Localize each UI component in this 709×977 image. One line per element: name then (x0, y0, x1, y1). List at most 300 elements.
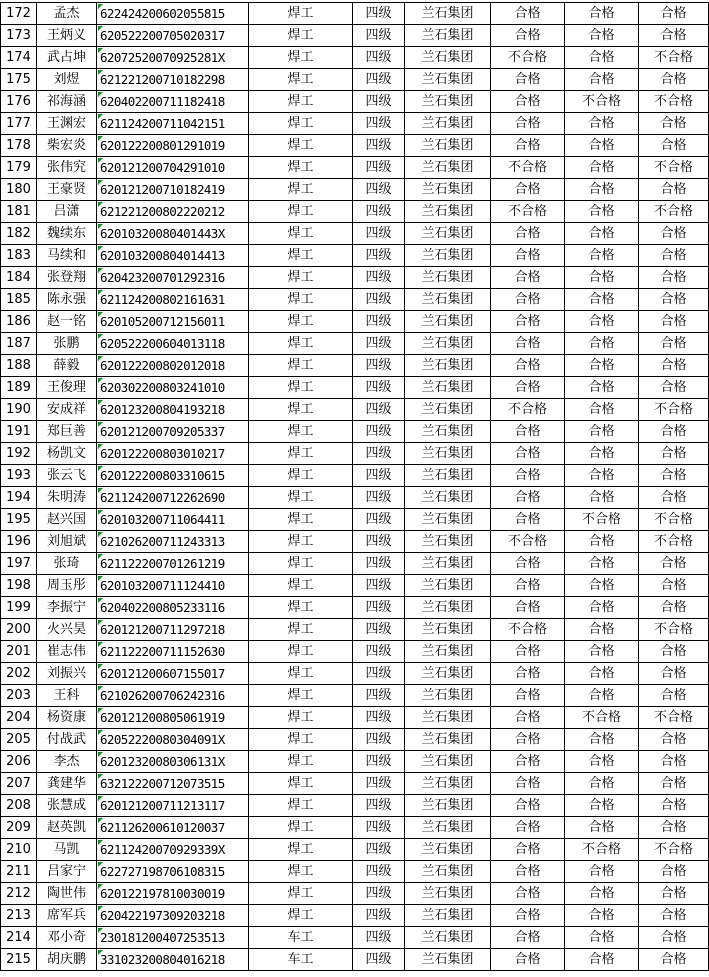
id-number-cell: 620522200705020317 (97, 25, 249, 47)
table-row (1, 531, 709, 553)
theory-result-cell: 合格 (491, 355, 565, 377)
level-cell: 四级 (353, 641, 405, 663)
id-number-cell: 620121200607155017 (97, 663, 249, 685)
theory-result-cell: 合格 (491, 509, 565, 531)
job-type-cell: 焊工 (249, 509, 353, 531)
theory-result-cell: 合格 (491, 421, 565, 443)
table-row (1, 509, 709, 531)
row-number: 174 (1, 47, 37, 69)
theory-result-cell: 合格 (491, 135, 565, 157)
final-result-cell: 合格 (639, 267, 709, 289)
name-cell: 王渊宏 (37, 113, 97, 135)
practical-result-cell: 合格 (565, 817, 639, 839)
theory-result-cell: 合格 (491, 883, 565, 905)
company-cell: 兰石集团 (405, 113, 491, 135)
table-row (1, 795, 709, 817)
final-result-cell: 合格 (639, 905, 709, 927)
level-cell: 四级 (353, 663, 405, 685)
level-cell: 四级 (353, 465, 405, 487)
table-row (1, 575, 709, 597)
name-cell: 张云飞 (37, 465, 97, 487)
row-number: 173 (1, 25, 37, 47)
table-row (1, 883, 709, 905)
id-number-cell: 331023200804016218 (97, 949, 249, 971)
row-number: 201 (1, 641, 37, 663)
results-table (0, 2, 709, 971)
level-cell: 四级 (353, 201, 405, 223)
practical-result-cell: 合格 (565, 773, 639, 795)
final-result-cell: 合格 (639, 421, 709, 443)
final-result-cell: 合格 (639, 355, 709, 377)
row-number: 210 (1, 839, 37, 861)
company-cell: 兰石集团 (405, 267, 491, 289)
row-number: 194 (1, 487, 37, 509)
company-cell: 兰石集团 (405, 487, 491, 509)
company-cell: 兰石集团 (405, 399, 491, 421)
practical-result-cell: 合格 (565, 663, 639, 685)
job-type-cell: 焊工 (249, 377, 353, 399)
practical-result-cell: 合格 (565, 619, 639, 641)
table-row (1, 927, 709, 949)
row-number: 198 (1, 575, 37, 597)
table-row (1, 157, 709, 179)
theory-result-cell: 合格 (491, 69, 565, 91)
level-cell: 四级 (353, 927, 405, 949)
job-type-cell: 焊工 (249, 3, 353, 25)
name-cell: 王科 (37, 685, 97, 707)
job-type-cell: 焊工 (249, 905, 353, 927)
id-number-cell: 62072520070925281X (97, 47, 249, 69)
level-cell: 四级 (353, 729, 405, 751)
level-cell: 四级 (353, 333, 405, 355)
practical-result-cell: 合格 (565, 641, 639, 663)
practical-result-cell: 合格 (565, 113, 639, 135)
row-number: 193 (1, 465, 37, 487)
name-cell: 王俊理 (37, 377, 97, 399)
final-result-cell: 不合格 (639, 509, 709, 531)
row-number: 189 (1, 377, 37, 399)
company-cell: 兰石集团 (405, 69, 491, 91)
job-type-cell: 焊工 (249, 289, 353, 311)
job-type-cell: 车工 (249, 949, 353, 971)
theory-result-cell: 合格 (491, 817, 565, 839)
name-cell: 马续和 (37, 245, 97, 267)
company-cell: 兰石集团 (405, 377, 491, 399)
job-type-cell: 焊工 (249, 135, 353, 157)
id-number-cell: 621221200710182298 (97, 69, 249, 91)
final-result-cell: 合格 (639, 179, 709, 201)
table-row (1, 223, 709, 245)
theory-result-cell: 合格 (491, 553, 565, 575)
level-cell: 四级 (353, 399, 405, 421)
id-number-cell: 621221200802220212 (97, 201, 249, 223)
job-type-cell: 焊工 (249, 707, 353, 729)
practical-result-cell: 合格 (565, 949, 639, 971)
practical-result-cell: 合格 (565, 751, 639, 773)
name-cell: 火兴昊 (37, 619, 97, 641)
practical-result-cell: 合格 (565, 25, 639, 47)
table-row (1, 355, 709, 377)
practical-result-cell: 合格 (565, 553, 639, 575)
company-cell: 兰石集团 (405, 465, 491, 487)
id-number-cell: 620122200803010217 (97, 443, 249, 465)
row-number: 205 (1, 729, 37, 751)
practical-result-cell: 合格 (565, 575, 639, 597)
level-cell: 四级 (353, 421, 405, 443)
final-result-cell: 合格 (639, 3, 709, 25)
level-cell: 四级 (353, 377, 405, 399)
final-result-cell: 合格 (639, 69, 709, 91)
name-cell: 崔志伟 (37, 641, 97, 663)
company-cell: 兰石集团 (405, 91, 491, 113)
theory-result-cell: 合格 (491, 839, 565, 861)
id-number-cell: 621026200711243313 (97, 531, 249, 553)
theory-result-cell: 合格 (491, 91, 565, 113)
level-cell: 四级 (353, 861, 405, 883)
row-number: 177 (1, 113, 37, 135)
practical-result-cell: 合格 (565, 795, 639, 817)
table-row (1, 553, 709, 575)
table-row (1, 773, 709, 795)
theory-result-cell: 合格 (491, 487, 565, 509)
table-row (1, 25, 709, 47)
table-row (1, 245, 709, 267)
job-type-cell: 焊工 (249, 333, 353, 355)
id-number-cell: 62052220080304091X (97, 729, 249, 751)
practical-result-cell: 合格 (565, 905, 639, 927)
final-result-cell: 不合格 (639, 157, 709, 179)
final-result-cell: 合格 (639, 245, 709, 267)
theory-result-cell: 合格 (491, 245, 565, 267)
name-cell: 付战武 (37, 729, 97, 751)
level-cell: 四级 (353, 949, 405, 971)
row-number: 191 (1, 421, 37, 443)
table-row (1, 91, 709, 113)
name-cell: 席军兵 (37, 905, 97, 927)
table-row (1, 685, 709, 707)
table-row (1, 289, 709, 311)
id-number-cell: 620121200709205337 (97, 421, 249, 443)
theory-result-cell: 合格 (491, 575, 565, 597)
final-result-cell: 不合格 (639, 91, 709, 113)
practical-result-cell: 合格 (565, 179, 639, 201)
practical-result-cell: 合格 (565, 377, 639, 399)
row-number: 204 (1, 707, 37, 729)
final-result-cell: 合格 (639, 443, 709, 465)
company-cell: 兰石集团 (405, 355, 491, 377)
row-number: 175 (1, 69, 37, 91)
company-cell: 兰石集团 (405, 245, 491, 267)
theory-result-cell: 合格 (491, 443, 565, 465)
final-result-cell: 合格 (639, 663, 709, 685)
level-cell: 四级 (353, 245, 405, 267)
final-result-cell: 合格 (639, 949, 709, 971)
practical-result-cell: 不合格 (565, 509, 639, 531)
table-row (1, 641, 709, 663)
table-row (1, 597, 709, 619)
table-row (1, 619, 709, 641)
job-type-cell: 焊工 (249, 245, 353, 267)
company-cell: 兰石集团 (405, 25, 491, 47)
theory-result-cell: 不合格 (491, 531, 565, 553)
final-result-cell: 合格 (639, 773, 709, 795)
name-cell: 赵兴国 (37, 509, 97, 531)
table-body (1, 3, 709, 971)
row-number: 188 (1, 355, 37, 377)
final-result-cell: 不合格 (639, 839, 709, 861)
practical-result-cell: 合格 (565, 597, 639, 619)
practical-result-cell: 合格 (565, 333, 639, 355)
final-result-cell: 合格 (639, 25, 709, 47)
final-result-cell: 合格 (639, 927, 709, 949)
company-cell: 兰石集团 (405, 927, 491, 949)
table-row (1, 817, 709, 839)
theory-result-cell: 合格 (491, 641, 565, 663)
name-cell: 张登翔 (37, 267, 97, 289)
name-cell: 刘煜 (37, 69, 97, 91)
level-cell: 四级 (353, 707, 405, 729)
id-number-cell: 620103200711124410 (97, 575, 249, 597)
level-cell: 四级 (353, 47, 405, 69)
level-cell: 四级 (353, 289, 405, 311)
job-type-cell: 焊工 (249, 597, 353, 619)
table-row (1, 707, 709, 729)
practical-result-cell: 合格 (565, 861, 639, 883)
name-cell: 刘振兴 (37, 663, 97, 685)
company-cell: 兰石集团 (405, 333, 491, 355)
job-type-cell: 焊工 (249, 399, 353, 421)
practical-result-cell: 合格 (565, 883, 639, 905)
level-cell: 四级 (353, 179, 405, 201)
practical-result-cell: 合格 (565, 685, 639, 707)
id-number-cell: 621126200610120037 (97, 817, 249, 839)
id-number-cell: 620122200803310615 (97, 465, 249, 487)
theory-result-cell: 合格 (491, 267, 565, 289)
theory-result-cell: 合格 (491, 861, 565, 883)
job-type-cell: 焊工 (249, 575, 353, 597)
level-cell: 四级 (353, 157, 405, 179)
final-result-cell: 合格 (639, 289, 709, 311)
id-number-cell: 620103200711064411 (97, 509, 249, 531)
name-cell: 薛毅 (37, 355, 97, 377)
practical-result-cell: 合格 (565, 355, 639, 377)
job-type-cell: 焊工 (249, 91, 353, 113)
row-number: 207 (1, 773, 37, 795)
table-row (1, 113, 709, 135)
id-number-cell: 620122200801291019 (97, 135, 249, 157)
final-result-cell: 合格 (639, 223, 709, 245)
practical-result-cell: 合格 (565, 289, 639, 311)
row-number: 199 (1, 597, 37, 619)
id-number-cell: 620402200711182418 (97, 91, 249, 113)
job-type-cell: 焊工 (249, 795, 353, 817)
table-row (1, 135, 709, 157)
id-number-cell: 620103200804014413 (97, 245, 249, 267)
id-number-cell: 620121200805061919 (97, 707, 249, 729)
name-cell: 马凯 (37, 839, 97, 861)
final-result-cell: 不合格 (639, 47, 709, 69)
level-cell: 四级 (353, 509, 405, 531)
name-cell: 安成祥 (37, 399, 97, 421)
company-cell: 兰石集团 (405, 949, 491, 971)
job-type-cell: 车工 (249, 927, 353, 949)
practical-result-cell: 不合格 (565, 91, 639, 113)
theory-result-cell: 合格 (491, 377, 565, 399)
job-type-cell: 焊工 (249, 113, 353, 135)
company-cell: 兰石集团 (405, 861, 491, 883)
row-number: 181 (1, 201, 37, 223)
level-cell: 四级 (353, 905, 405, 927)
company-cell: 兰石集团 (405, 553, 491, 575)
practical-result-cell: 不合格 (565, 707, 639, 729)
id-number-cell: 621026200706242316 (97, 685, 249, 707)
name-cell: 陶世伟 (37, 883, 97, 905)
company-cell: 兰石集团 (405, 795, 491, 817)
company-cell: 兰石集团 (405, 663, 491, 685)
final-result-cell: 合格 (639, 729, 709, 751)
row-number: 208 (1, 795, 37, 817)
job-type-cell: 焊工 (249, 861, 353, 883)
job-type-cell: 焊工 (249, 773, 353, 795)
row-number: 185 (1, 289, 37, 311)
level-cell: 四级 (353, 685, 405, 707)
id-number-cell: 620121200711297218 (97, 619, 249, 641)
theory-result-cell: 不合格 (491, 619, 565, 641)
practical-result-cell: 合格 (565, 487, 639, 509)
name-cell: 李杰 (37, 751, 97, 773)
final-result-cell: 合格 (639, 113, 709, 135)
final-result-cell: 不合格 (639, 619, 709, 641)
practical-result-cell: 合格 (565, 311, 639, 333)
id-number-cell: 621122200701261219 (97, 553, 249, 575)
practical-result-cell: 合格 (565, 201, 639, 223)
row-number: 196 (1, 531, 37, 553)
row-number: 180 (1, 179, 37, 201)
final-result-cell: 不合格 (639, 201, 709, 223)
level-cell: 四级 (353, 553, 405, 575)
id-number-cell: 620402200805233116 (97, 597, 249, 619)
table-row (1, 267, 709, 289)
row-number: 190 (1, 399, 37, 421)
job-type-cell: 焊工 (249, 311, 353, 333)
name-cell: 陈永强 (37, 289, 97, 311)
level-cell: 四级 (353, 69, 405, 91)
practical-result-cell: 合格 (565, 531, 639, 553)
row-number: 179 (1, 157, 37, 179)
name-cell: 祁海涵 (37, 91, 97, 113)
id-number-cell: 620121200711213117 (97, 795, 249, 817)
table-row (1, 179, 709, 201)
job-type-cell: 焊工 (249, 751, 353, 773)
row-number: 192 (1, 443, 37, 465)
practical-result-cell: 合格 (565, 245, 639, 267)
row-number: 172 (1, 3, 37, 25)
practical-result-cell: 合格 (565, 465, 639, 487)
practical-result-cell: 合格 (565, 267, 639, 289)
id-number-cell: 622424200602055815 (97, 3, 249, 25)
theory-result-cell: 合格 (491, 927, 565, 949)
theory-result-cell: 合格 (491, 223, 565, 245)
name-cell: 吕家宁 (37, 861, 97, 883)
table-row (1, 487, 709, 509)
final-result-cell: 合格 (639, 333, 709, 355)
job-type-cell: 焊工 (249, 25, 353, 47)
job-type-cell: 焊工 (249, 553, 353, 575)
practical-result-cell: 合格 (565, 223, 639, 245)
level-cell: 四级 (353, 487, 405, 509)
theory-result-cell: 合格 (491, 597, 565, 619)
final-result-cell: 合格 (639, 575, 709, 597)
name-cell: 杨凯文 (37, 443, 97, 465)
job-type-cell: 焊工 (249, 421, 353, 443)
level-cell: 四级 (353, 267, 405, 289)
company-cell: 兰石集团 (405, 729, 491, 751)
theory-result-cell: 不合格 (491, 201, 565, 223)
theory-result-cell: 合格 (491, 289, 565, 311)
final-result-cell: 合格 (639, 311, 709, 333)
row-number: 213 (1, 905, 37, 927)
practical-result-cell: 合格 (565, 69, 639, 91)
job-type-cell: 焊工 (249, 729, 353, 751)
company-cell: 兰石集团 (405, 839, 491, 861)
company-cell: 兰石集团 (405, 751, 491, 773)
job-type-cell: 焊工 (249, 179, 353, 201)
row-number: 200 (1, 619, 37, 641)
table-row (1, 201, 709, 223)
table-row (1, 377, 709, 399)
final-result-cell: 合格 (639, 751, 709, 773)
job-type-cell: 焊工 (249, 619, 353, 641)
theory-result-cell: 合格 (491, 179, 565, 201)
level-cell: 四级 (353, 773, 405, 795)
name-cell: 赵英凯 (37, 817, 97, 839)
company-cell: 兰石集团 (405, 135, 491, 157)
company-cell: 兰石集团 (405, 443, 491, 465)
company-cell: 兰石集团 (405, 509, 491, 531)
theory-result-cell: 合格 (491, 3, 565, 25)
name-cell: 张鹏 (37, 333, 97, 355)
company-cell: 兰石集团 (405, 641, 491, 663)
row-number: 212 (1, 883, 37, 905)
id-number-cell: 620122200802012018 (97, 355, 249, 377)
row-number: 186 (1, 311, 37, 333)
row-number: 211 (1, 861, 37, 883)
company-cell: 兰石集团 (405, 289, 491, 311)
row-number: 215 (1, 949, 37, 971)
level-cell: 四级 (353, 355, 405, 377)
table-row (1, 333, 709, 355)
name-cell: 龚建华 (37, 773, 97, 795)
row-number: 209 (1, 817, 37, 839)
company-cell: 兰石集团 (405, 223, 491, 245)
final-result-cell: 不合格 (639, 707, 709, 729)
table-row (1, 311, 709, 333)
name-cell: 王炳义 (37, 25, 97, 47)
job-type-cell: 焊工 (249, 883, 353, 905)
level-cell: 四级 (353, 751, 405, 773)
company-cell: 兰石集团 (405, 597, 491, 619)
theory-result-cell: 合格 (491, 25, 565, 47)
final-result-cell: 合格 (639, 465, 709, 487)
theory-result-cell: 不合格 (491, 47, 565, 69)
practical-result-cell: 合格 (565, 729, 639, 751)
final-result-cell: 合格 (639, 641, 709, 663)
practical-result-cell: 合格 (565, 47, 639, 69)
name-cell: 张琦 (37, 553, 97, 575)
company-cell: 兰石集团 (405, 421, 491, 443)
job-type-cell: 焊工 (249, 685, 353, 707)
final-result-cell: 合格 (639, 553, 709, 575)
